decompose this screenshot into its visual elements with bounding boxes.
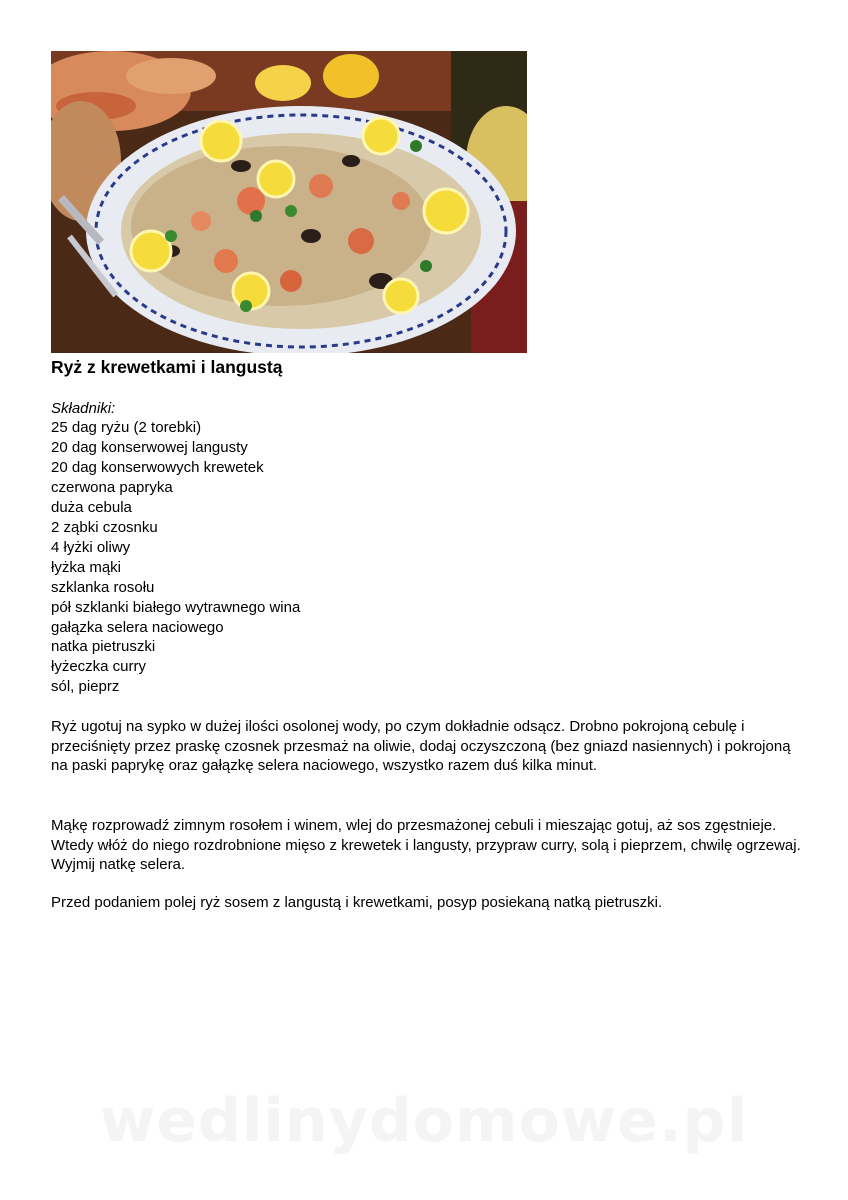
ingredient-item: natka pietruszki [51,638,156,656]
ingredient-item: czerwona papryka [51,478,173,496]
ingredient-item: łyżka mąki [51,558,122,576]
ingredient-item: szklanka rosołu [51,578,155,596]
ingredient-item: duża cebula [51,498,132,516]
dish-illustration [51,51,527,353]
instruction-paragraph-3: Przed podaniem polej ryż sosem z langustą i krewetkami, posyp posiekaną natką pietruszki. [51,894,663,911]
seafood-rice-dish-photo [51,51,527,353]
instruction-paragraph-2: Mąkę rozprowadź zimnym rosołem i winem, wlej do przesmażonej cebuli i mieszając gotuj, aż sos zgęstnieje. Wtedy włóż do niego rozdrobnione mięso z krewetek i langusty, przypraw curry, solą i pieprzem, chwilę ogrzewaj. Wyjmij natkę selera. [51,817,801,873]
ingredient-item: sól, pieprz [51,678,120,696]
ingredients-list [51,418,300,697]
instruction-paragraph-1: Ryż ugotuj na sypko w dużej ilości osolonej wody, po czym dokładnie odsącz. Drobno pokrojoną cebulę i przeciśnięty przez praskę czosnek przesmaż na oliwie, dodaj oczyszczoną (bez gniazd nasiennych) i pokrojoną na paski paprykę oraz gałązkę selera naciowego, wszystko razem duś kilka minut. [51,718,791,774]
recipe-title: Ryż z krewetkami i langustą [51,357,283,377]
ingredient-item: 4 łyżki oliwy [51,538,131,556]
ingredient-item: gałązka selera naciowego [51,618,224,636]
ingredient-item: łyżeczka curry [51,658,147,676]
ingredient-item: 2 ząbki czosnku [51,518,158,536]
ingredient-item: 20 dag konserwowej langusty [51,438,248,456]
ingredients-heading: Składniki: [51,400,116,417]
watermark: wedlinydomowe.pl [99,1086,749,1156]
ingredient-item: pół szklanki białego wytrawnego wina [51,598,301,616]
ingredient-item: 20 dag konserwowych krewetek [51,458,264,476]
ingredient-item: 25 dag ryżu (2 torebki) [51,419,202,436]
